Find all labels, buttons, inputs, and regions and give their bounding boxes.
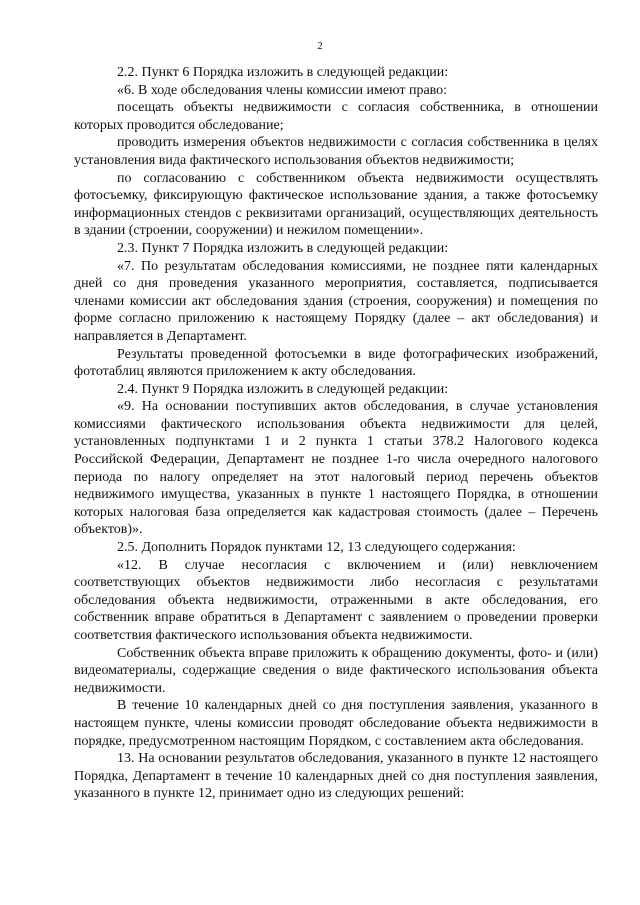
paragraph: Собственник объекта вправе приложить к обращению документы, фото- и (или) видеоматериалы, содержащие сведения о виде фактического использования объекта недвижимости.	[74, 645, 598, 696]
document-body	[74, 64, 598, 803]
paragraph: проводить измерения объектов недвижимости с согласия собственника в целях установления вида фактического использования объектов недвижимости;	[74, 135, 598, 168]
paragraph: 2.3. Пункт 7 Порядка изложить в следующей редакции:	[117, 240, 449, 256]
paragraph: Результаты проведенной фотосъемки в виде фотографических изображений, фототаблиц являются приложением к акту обследования.	[74, 346, 598, 380]
paragraph: «12. В случае несогласия с включением и (или) невключением соответствующих объектов недвижимости либо несогласия с результатами обследования объекта недвижимости, отраженными в акте обследования, его собственник вправе обратиться в Департамент с заявлением о проведении проверки соответствия фактического использования объекта недвижимости.	[74, 557, 598, 643]
paragraph: 2.4. Пункт 9 Порядка изложить в следующей редакции:	[117, 381, 449, 397]
paragraph: посещать объекты недвижимости с согласия собственника, в отношении которых проводится обследование;	[74, 100, 598, 133]
paragraph: 13. На основании результатов обследования, указанного в пункте 12 настоящего Порядка, Департамент в течение 10 календарных дней со дня поступления заявления, указанного в пункте 12, принимает одно из следующих решений:	[74, 751, 598, 802]
paragraph: «9. На основании поступивших актов обследования, в случае установления комиссиями фактического использования объекта недвижимости для целей, установленных подпунктами 1 и 2 пункта 1 статьи 378.2 Налогового кодекса Российской Федерации, Департамент не позднее 1-го числа очередного налогового периода по налогу определяет на этот налоговый период перечень объектов недвижимого имущества, указанных в пункте 1 настоящего Порядка, в отношении которых налоговая база определяется как кадастровая стоимость (далее – Перечень объектов)».	[74, 399, 598, 538]
paragraph: 2.2. Пункт 6 Порядка изложить в следующей редакции:	[117, 65, 449, 80]
paragraph: «7. По результатам обследования комиссиями, не позднее пяти календарных дней со дня проведения указанного мероприятия, составляется, подписывается членами комиссии акт обследования здания (строения, сооружения) и помещения по форме согласно приложению к настоящему Порядку (далее – акт обследования) и направляется в Департамент.	[74, 258, 598, 344]
page-number: 2	[317, 40, 323, 52]
paragraph: В течение 10 календарных дней со дня поступления заявления, указанного в настоящем пункте, члены комиссии проводят обследование объекта недвижимости в порядке, предусмотренном настоящим Порядком, с составлением акта обследования.	[74, 698, 598, 749]
paragraph: «6. В ходе обследования члены комиссии имеют право:	[117, 82, 448, 98]
paragraph: 2.5. Дополнить Порядок пунктами 12, 13 следующего содержания:	[117, 540, 516, 556]
paragraph: по согласованию с собственником объекта недвижимости осуществлять фотосъемку, фиксирующую фактическое использование здания, а также фотосъемку информационных стендов с реквизитами организаций, осуществляющих деятельность в здании (строении, сооружении) и нежилом помещении».	[74, 170, 598, 239]
